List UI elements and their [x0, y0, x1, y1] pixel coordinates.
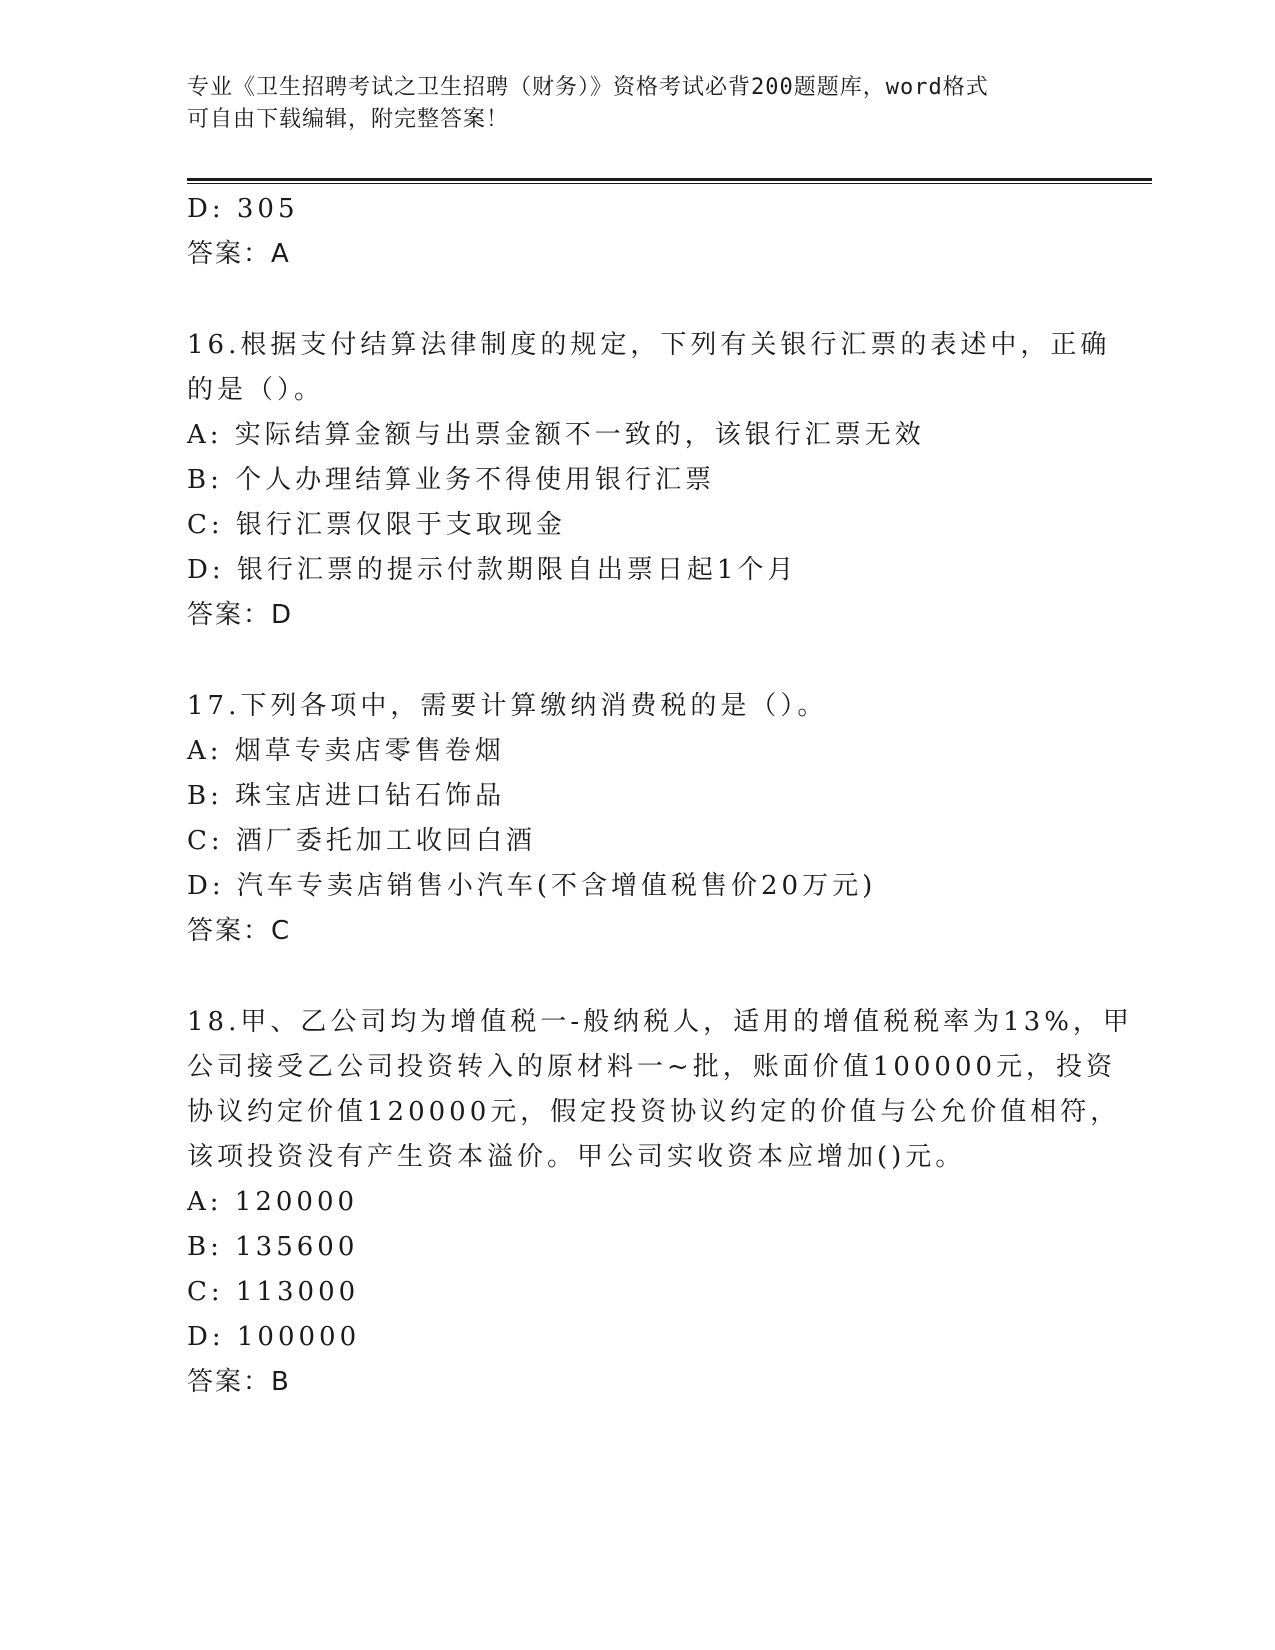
question-stem-line: 17.下列各项中，需要计算缴纳消费税的是（）。 [187, 691, 828, 721]
answer-line: 答案：D [187, 600, 294, 630]
spacer [187, 954, 1087, 1000]
question-stem-line: 16.根据支付结算法律制度的规定，下列有关银行汇票的表述中，正确 [187, 330, 1111, 360]
spacer [187, 638, 1087, 684]
question-18 [187, 1000, 1133, 1405]
spacer [187, 277, 1087, 323]
question-stem-line: 公司接受乙公司投资转入的原材料一~批，账面价值100000元，投资 [187, 1052, 1117, 1082]
question-stem-line: 协议约定价值120000元，假定投资协议约定的价值与公允价值相符， [187, 1097, 1121, 1127]
header-divider-thin [187, 183, 1152, 184]
option-d: D: 汽车专卖店销售小汽车(不含增值税售价20万元) [187, 871, 877, 901]
option-b: B: 135600 [187, 1232, 359, 1262]
document-header [187, 72, 1067, 136]
answer-line: 答案：A [187, 239, 291, 269]
answer-line: 答案：B [187, 1367, 291, 1397]
option-a: A: 烟草专卖店零售卷烟 [187, 736, 505, 766]
option-d: D: 银行汇票的提示付款期限自出票日起1个月 [187, 555, 798, 585]
question-16 [187, 323, 1111, 638]
header-title-line-2: 可自由下载编辑，附完整答案！ [187, 107, 510, 132]
header-title-line-1: 专业《卫生招聘考试之卫生招聘（财务）》资格考试必背200题题库，word格式 [187, 75, 989, 100]
option-c: C: 113000 [187, 1277, 360, 1307]
question-stem-line: 的是（）。 [187, 375, 325, 405]
option-b: B: 个人办理结算业务不得使用银行汇票 [187, 465, 716, 495]
option-d: D: 305 [187, 194, 299, 224]
option-c: C: 银行汇票仅限于支取现金 [187, 510, 566, 540]
question-stem-line: 18.甲、乙公司均为增值税一-般纳税人，适用的增值税税率为13%，甲 [187, 1007, 1133, 1037]
header-divider-thick [187, 178, 1152, 181]
option-b: B: 珠宝店进口钻石饰品 [187, 781, 506, 811]
previous-question-tail [187, 187, 1087, 277]
option-a: A: 实际结算金额与出票金额不一致的，该银行汇票无效 [187, 420, 925, 450]
option-a: A: 120000 [187, 1187, 359, 1217]
question-list [187, 187, 1133, 1405]
option-d: D: 100000 [187, 1322, 361, 1352]
question-stem-line: 该项投资没有产生资本溢价。甲公司实收资本应增加()元。 [187, 1142, 966, 1172]
option-c: C: 酒厂委托加工收回白酒 [187, 826, 536, 856]
answer-line: 答案：C [187, 916, 292, 946]
question-17 [187, 684, 1087, 954]
